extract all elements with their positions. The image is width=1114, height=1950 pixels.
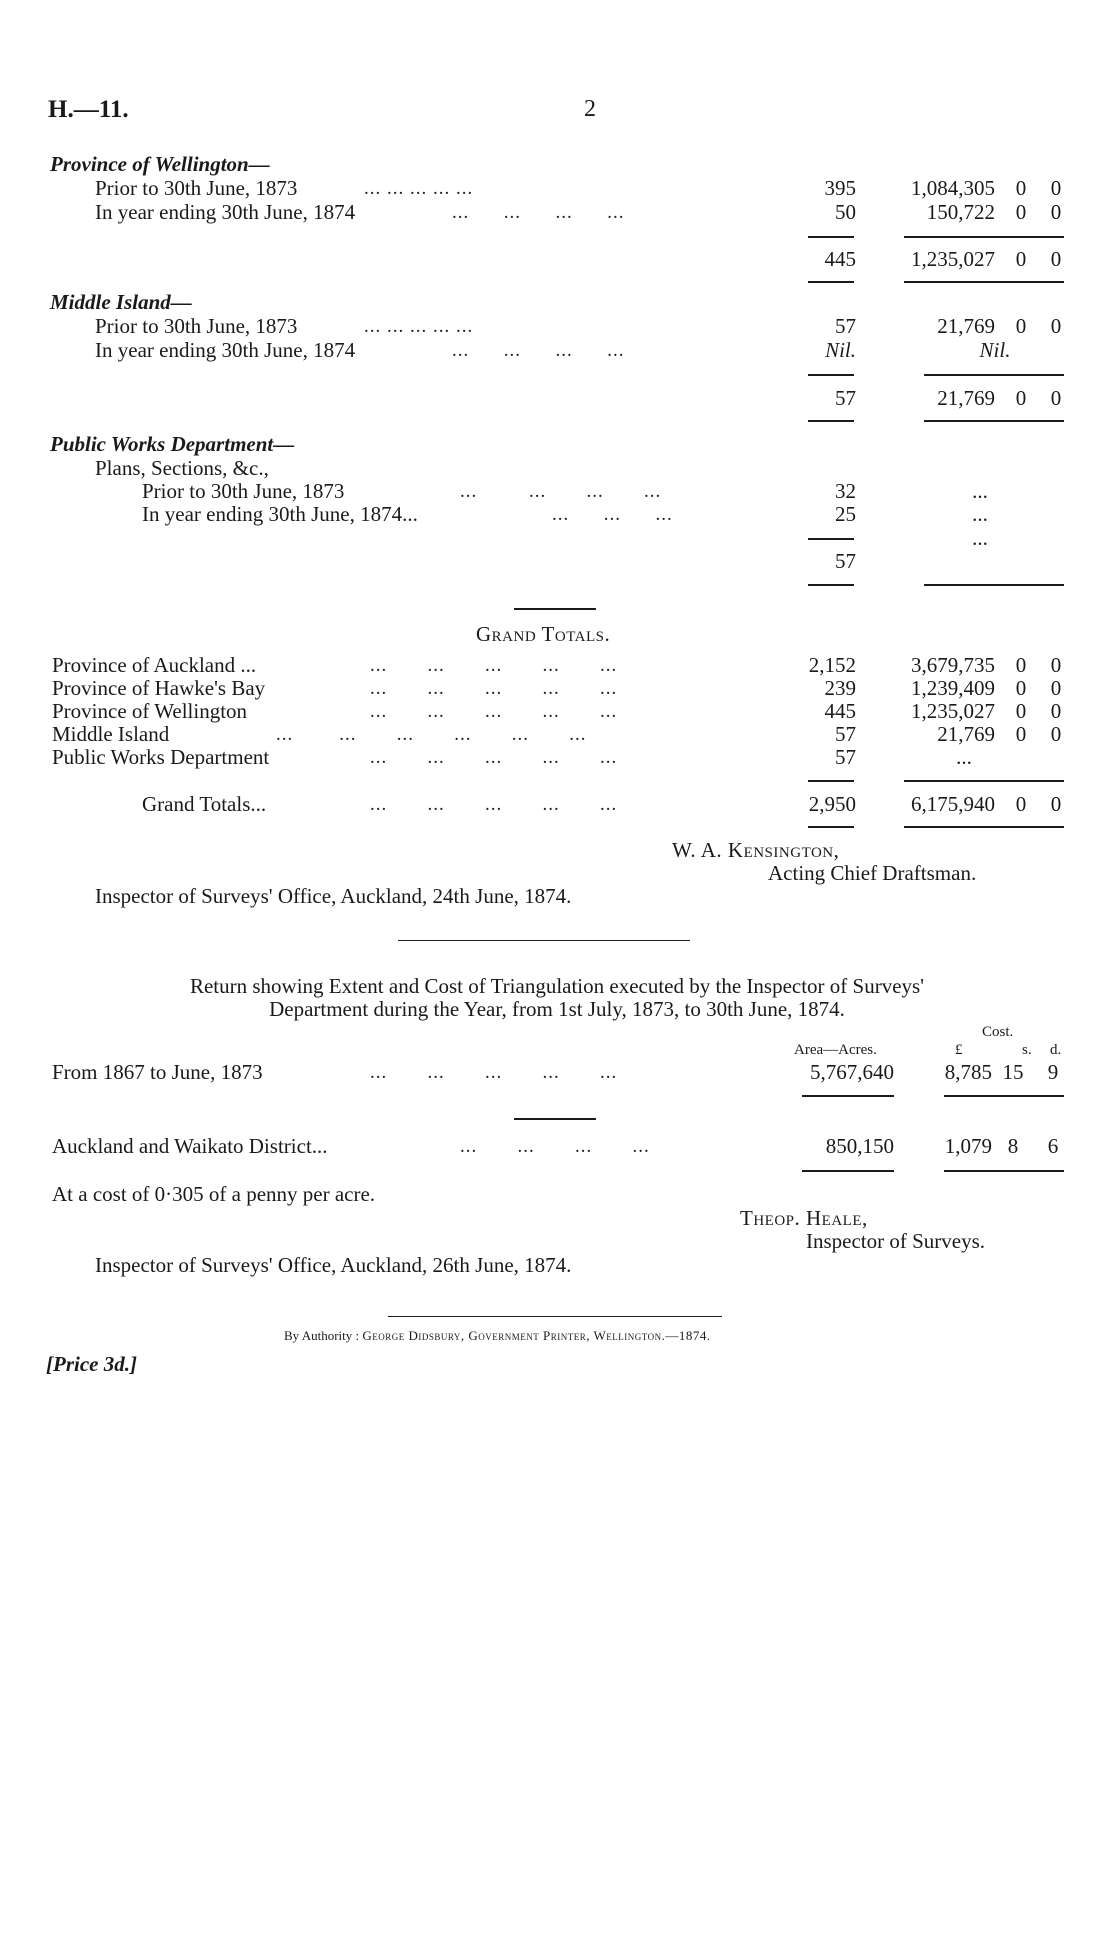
row-count: 445 xyxy=(824,699,856,723)
row-count: Nil. xyxy=(825,338,856,362)
row-count: 32 xyxy=(835,479,856,503)
grand-total-amount: 6,175,940 xyxy=(911,792,995,816)
subtotal-count: 445 xyxy=(824,247,856,271)
authority-text: George Didsbury, Government Printer, Wellington.—1874. xyxy=(362,1328,711,1343)
row-pence: 0 xyxy=(1050,699,1062,723)
subtotal-pence: 0 xyxy=(1050,386,1062,410)
row-count: 57 xyxy=(835,314,856,338)
row-label: In year ending 30th June, 1874... xyxy=(142,502,418,526)
subtotal-count: 57 xyxy=(835,549,856,573)
row-count: 2,152 xyxy=(808,653,856,677)
row-shillings: 0 xyxy=(1015,176,1027,200)
row-amount: 1,235,027 xyxy=(911,699,995,723)
row-amount: 21,769 xyxy=(937,722,995,746)
dot-leader: ... ... ... ... ... xyxy=(364,178,474,199)
rule xyxy=(808,584,854,586)
rule xyxy=(808,538,854,540)
return-area: 5,767,640 xyxy=(810,1060,894,1084)
rule xyxy=(904,281,1064,283)
row-shillings: 0 xyxy=(1015,676,1027,700)
rule xyxy=(924,584,1064,586)
return-row-label: Auckland and Waikato District... xyxy=(52,1134,328,1158)
return-row-label: From 1867 to June, 1873 xyxy=(52,1060,263,1084)
return-title-line1: Return showing Extent and Cost of Triangulation executed by the Inspector of Surveys' xyxy=(189,974,924,998)
row-amount: Nil. xyxy=(979,338,1011,362)
row-shillings: 0 xyxy=(1015,200,1027,224)
return-title-line2: Department during the Year, from 1st July, 1873, to 30th June, 1874. xyxy=(269,997,845,1021)
section-title-middle-island: Middle Island— xyxy=(50,290,192,314)
row-label: Province of Hawke's Bay xyxy=(52,676,266,700)
row-shillings: 0 xyxy=(1015,653,1027,677)
rule xyxy=(514,608,596,610)
row-pence: 0 xyxy=(1050,176,1062,200)
rule xyxy=(904,826,1064,828)
row-count: 57 xyxy=(835,745,856,769)
subtotal-shillings: 0 xyxy=(1015,247,1027,271)
row-label: Prior to 30th June, 1873 xyxy=(142,479,345,503)
row-label: Province of Wellington xyxy=(52,699,248,723)
row-label: Prior to 30th June, 1873 xyxy=(95,176,298,200)
row-amount: 150,722 xyxy=(926,200,995,224)
dot-leader: ... ... ... ... xyxy=(452,340,625,361)
return-pounds: 8,785 xyxy=(944,1060,992,1084)
row-label: In year ending 30th June, 1874 xyxy=(95,200,356,224)
row-count: 25 xyxy=(835,502,856,526)
row-pence: 0 xyxy=(1050,676,1062,700)
row-amount: 1,084,305 xyxy=(911,176,995,200)
rule xyxy=(808,281,854,283)
row-label: Province of Auckland ... xyxy=(52,653,257,677)
dot-leader: ... ... ... ... xyxy=(452,202,625,223)
signature-title: Acting Chief Draftsman. xyxy=(768,861,977,885)
row-amount: 21,769 xyxy=(937,314,995,338)
footer-rule xyxy=(388,1316,722,1317)
grand-total-pence: 0 xyxy=(1050,792,1062,816)
row-label: Middle Island xyxy=(52,722,170,746)
signature-name: W. A. Kensington, xyxy=(672,838,840,862)
grand-totals-heading: Grand Totals. xyxy=(476,622,611,646)
row-count: 50 xyxy=(835,200,856,224)
rule xyxy=(808,374,854,376)
dot-leader: ... ... ... ... ... xyxy=(370,747,618,768)
row-shillings: 0 xyxy=(1015,314,1027,338)
rule xyxy=(924,420,1064,422)
rule xyxy=(904,236,1064,238)
row-amount: ... xyxy=(972,502,988,526)
row-pence: 0 xyxy=(1050,314,1062,338)
row-count: 57 xyxy=(835,722,856,746)
rule xyxy=(808,236,854,238)
printer-imprint xyxy=(284,1328,711,1344)
dot-leader: ... ... ... ... xyxy=(460,1136,650,1157)
signature-name: Theop. Heale, xyxy=(740,1206,868,1230)
page-number: 2 xyxy=(584,96,596,122)
row-amount: 1,239,409 xyxy=(911,676,995,700)
signature-title: Inspector of Surveys. xyxy=(806,1229,986,1253)
row-pence: 0 xyxy=(1050,200,1062,224)
row-count: 239 xyxy=(824,676,856,700)
return-area: 850,150 xyxy=(825,1134,894,1158)
return-shillings: 15 xyxy=(1002,1060,1024,1084)
section-divider xyxy=(398,940,690,941)
row-pence: 0 xyxy=(1050,653,1062,677)
rule xyxy=(808,826,854,828)
cost-note: At a cost of 0·305 of a penny per acre. xyxy=(52,1182,376,1206)
rule xyxy=(808,780,854,782)
subtotal-count: 57 xyxy=(835,386,856,410)
row-shillings: 0 xyxy=(1015,722,1027,746)
section-title-public-works: Public Works Department— xyxy=(50,432,295,456)
section-subtitle: Plans, Sections, &c., xyxy=(95,456,269,480)
dot-leader: ... ... ... xyxy=(552,504,673,525)
dot-leader: ... ... ... ... xyxy=(460,481,662,502)
return-pounds: 1,079 xyxy=(944,1134,992,1158)
rule xyxy=(802,1170,894,1172)
document-code: H.—11. xyxy=(48,96,129,123)
rule xyxy=(802,1095,894,1097)
rule xyxy=(944,1170,1064,1172)
row-shillings: 0 xyxy=(1015,699,1027,723)
row-label: Public Works Department xyxy=(52,745,270,769)
row-amount: ... xyxy=(972,479,988,503)
return-shillings: 8 xyxy=(1007,1134,1019,1158)
grand-total-label: Grand Totals... xyxy=(142,792,267,816)
rule xyxy=(808,420,854,422)
subtotal-pence: 0 xyxy=(1050,247,1062,271)
rule xyxy=(514,1118,596,1120)
row-amount: 3,679,735 xyxy=(911,653,995,677)
row-label: Prior to 30th June, 1873 xyxy=(95,314,298,338)
dot-leader: ... ... ... ... ... xyxy=(370,678,618,699)
rule xyxy=(904,780,1064,782)
pence-heading: d. xyxy=(1050,1042,1062,1058)
authority-prefix: By Authority : xyxy=(284,1328,360,1343)
office-dateline: Inspector of Surveys' Office, Auckland, 26th June, 1874. xyxy=(95,1253,572,1277)
row-count: 395 xyxy=(824,176,856,200)
office-dateline: Inspector of Surveys' Office, Auckland, 24th June, 1874. xyxy=(95,884,572,908)
dot-leader: ... ... ... ... ... xyxy=(370,701,618,722)
dot-leader: ... ... ... ... ... xyxy=(364,316,474,337)
pound-heading: £ xyxy=(955,1042,963,1058)
row-label: In year ending 30th June, 1874 xyxy=(95,338,356,362)
shillings-heading: s. xyxy=(1022,1042,1032,1058)
grand-total-shillings: 0 xyxy=(1015,792,1027,816)
dot-leader: ... ... ... ... ... xyxy=(370,655,618,676)
subtotal-shillings: 0 xyxy=(1015,386,1027,410)
rule xyxy=(924,374,1064,376)
dot-leader: ... ... ... ... ... xyxy=(370,1062,618,1083)
cost-heading: Cost. xyxy=(982,1024,1014,1040)
subtotal-amount: 1,235,027 xyxy=(911,247,995,271)
dot-leader: ... ... ... ... ... xyxy=(370,794,618,815)
section-title-wellington: Province of Wellington— xyxy=(50,152,270,176)
subtotal-amount: 21,769 xyxy=(937,386,995,410)
area-heading: Area—Acres. xyxy=(794,1042,877,1058)
price-note: [Price 3d.] xyxy=(46,1352,137,1376)
row-pence: 0 xyxy=(1050,722,1062,746)
row-amount: ... xyxy=(972,526,988,550)
row-amount: ... xyxy=(956,745,972,769)
dot-leader: ... ... ... ... ... ... xyxy=(276,724,587,745)
return-pence: 9 xyxy=(1047,1060,1059,1084)
rule xyxy=(944,1095,1064,1097)
grand-total-count: 2,950 xyxy=(808,792,856,816)
return-pence: 6 xyxy=(1047,1134,1059,1158)
